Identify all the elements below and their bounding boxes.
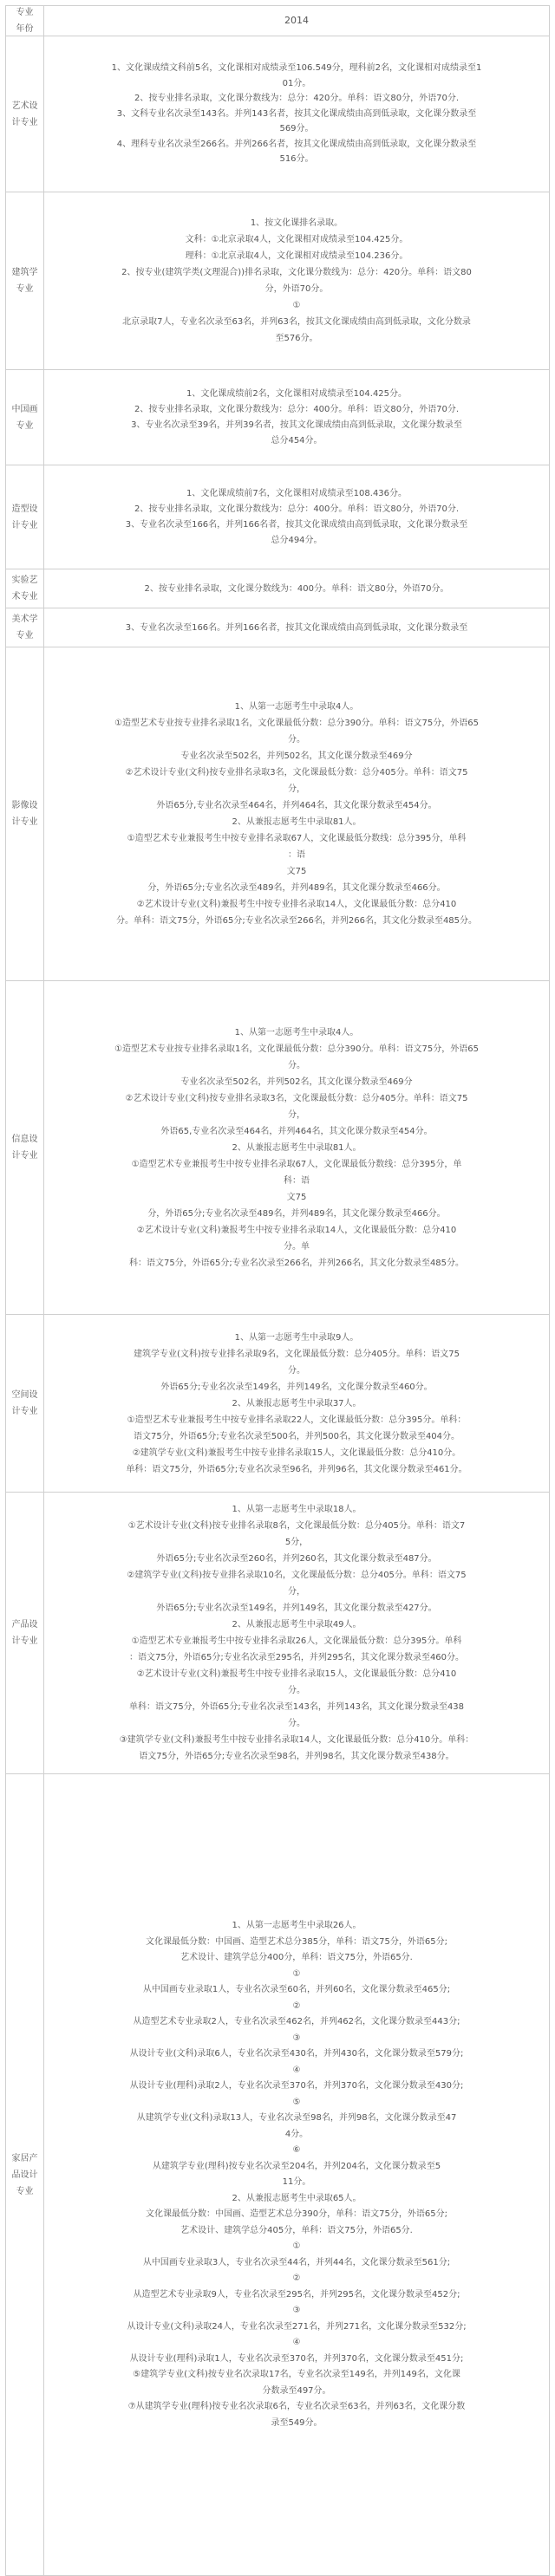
rule-line: ：语文75分，外语65分;专业名次录至295名，并列295名，其文化课分数录至460分。 (128, 1653, 465, 1662)
rule-line: 3、专业名次录至166名。并列166名者，按其文化课成绩由高到低录取，文化课分数录至 (125, 622, 468, 633)
rule-line: 从设计专业(理科)录取1人，专业名次录至370名，并列370名，文化课分数录至451分; (129, 2353, 464, 2364)
rule-line: 2、从兼报志愿考生中录取81人。 (232, 1142, 362, 1153)
admission-rules (44, 647, 549, 980)
rule-line: ① (292, 301, 301, 310)
rule-line: 1、从第一志愿考生中录取4人。 (234, 1027, 359, 1038)
major-name: 影像设计专业 (6, 647, 44, 980)
rule-line: 从中国画专业录取1人，专业名次录至60名，并列60名，文化课分数录至465分; (142, 1985, 451, 1994)
rule-line: 从造型艺术专业录取2人，专业名次录至462名，并列462名，文化课分数录至443分; (133, 2017, 460, 2026)
rule-line: 2、按专业排名录取，文化课分数线为：400分。单科：语文80分，外语70分。 (144, 583, 449, 594)
rule-line: ②艺术设计专业(文科)兼报考生中按专业排名录取15人，文化课最低分数：总分410 (136, 1669, 457, 1679)
rule-line: 科：语文75分，外语65分;专业名次录至266名，并列266名，其文化分数录至485分。 (128, 1258, 465, 1268)
rule-line: 分。 (288, 1365, 305, 1376)
rule-line: ①造型艺术专业按专业排名录取1名，文化课最低分数：总分390分。单科：语文75分，外语65 (114, 1044, 479, 1054)
admission-rules (44, 192, 549, 369)
rule-line: 1、从第一志愿考生中录取18人。 (232, 1505, 362, 1514)
rule-line: ①造型艺术专业兼报考生中按专业排名录取26人，文化课最低分数：总分395分。单科 (131, 1636, 462, 1646)
table-row (5, 569, 550, 608)
major-name: 美术学专业 (6, 608, 44, 647)
header-year: 2014 (284, 14, 309, 26)
rule-line: 3、文科专业名次录至143名。并列143名者，按其文化课成绩由高到低录取，文化课分数录至 (116, 108, 477, 119)
admission-rules (44, 1315, 549, 1492)
rule-line: 分，外语65分;专业名次录至489名，并列489名，其文化课分数录至466分。 (147, 883, 446, 893)
rule-line: ④ (292, 2065, 301, 2075)
rule-line: 2、按专业排名录取，文化课分数线为：总分：400分。单科：语文80分，外语70分. (134, 404, 460, 414)
admission-rules (44, 370, 549, 465)
rule-line: 从设计专业(文科)录取6人，专业名次录至430名，并列430名，文化课分数录至579分; (129, 2049, 464, 2059)
rule-line: 科：语 (284, 1175, 310, 1186)
rule-line: 569分。 (279, 124, 314, 134)
admission-rules (44, 981, 549, 1314)
rule-line: 艺术设计、建筑学总分405分，单科：语文75分，外语65分. (180, 2225, 413, 2235)
table-row (5, 1315, 550, 1493)
rule-line: ①造型艺术专业兼报考生中按专业排名录取67人，文化课最低分数线：总分395分，单 (131, 1159, 462, 1169)
rule-line: 外语65分;专业名次录至149名，并列149名，其文化课分数录至427分。 (156, 1603, 437, 1613)
rule-line: 2、从兼报志愿考生中录取49人。 (232, 1620, 362, 1630)
rule-line: 4、理科专业名次录至266名。并列266名者，按其文化课成绩由高到低录取，文化课分数录至 (116, 139, 477, 149)
rule-line: 语文75分，外语65分;专业名次录至98名，并列98名，其文化课分数录至438分。 (139, 1752, 454, 1761)
rule-line: 艺术设计、建筑学总分400分，单科：语文75分，外语65分. (180, 1953, 413, 1962)
rule-line: ③建筑学专业(文科)兼报考生中按专业排名录取14人，文化课最低分数：总分410分。单科： (119, 1735, 474, 1745)
major-name: 实验艺术专业 (6, 569, 44, 608)
rule-line: 1、按文化课排名录取。 (250, 218, 343, 228)
rule-line: ⑤建筑学专业(文科)按专业名次录取17名，专业名次录至149名，并列149名，文化课 (133, 2370, 460, 2379)
rule-line: 从设计专业(理科)录取2人，专业名次录至370名，并列370名，文化课分数录至430分; (129, 2081, 464, 2091)
rule-line: 分数录至497分。 (262, 2385, 331, 2396)
rule-line: ①造型艺术专业兼报考生中按专业排名录取67人，文化课最低分数线：总分395分，单科 (127, 834, 467, 843)
rule-line: ②艺术设计专业(文科)按专业排名录取3名，文化课最低分数：总分405分。单科：语文75 (125, 1093, 468, 1103)
rule-line: 516分。 (279, 154, 314, 165)
major-name: 信息设计专业 (6, 981, 44, 1314)
rule-line: 分，外语65分;专业名次录至489名，并列489名，其文化课分数录至466分。 (147, 1208, 446, 1219)
rule-line: 01分。 (282, 78, 311, 88)
major-name: 家居产品设计专业 (6, 1774, 44, 2575)
admission-rules (44, 608, 549, 647)
admission-rules (44, 465, 549, 569)
rule-line: 文75 (286, 1192, 307, 1202)
rule-line: 2、按专业排名录取，文化课分数线为：总分：420分。单科：语文80分，外语70分. (134, 94, 460, 104)
rule-line: 语文75分，外语65分;专业名次录至500名，并列500名，其文化课分数录至404分。 (133, 1431, 460, 1441)
rule-line: ① (292, 1968, 301, 1979)
table-row (5, 192, 550, 370)
rule-line: ①艺术设计专业(文科)按专业排名录取8名，文化课最低分数：总分405分。单科：语文7 (127, 1521, 466, 1531)
table-row (5, 1774, 550, 2576)
rule-line: 2、从兼报志愿考生中录取81人。 (232, 817, 362, 827)
major-name: 艺术设计专业 (6, 36, 44, 192)
rule-line: 单科：语文75分，外语65分;专业名次录至143名，并列143名，其文化课分数录至438 (128, 1702, 465, 1712)
major-name: 产品设计专业 (6, 1493, 44, 1773)
rule-line: 1、文化课成绩前2名，文化课相对成绩录至104.425分。 (186, 388, 408, 399)
rule-line: 文科：①北京录取4人，文化课相对成绩录至104.425分。 (185, 235, 408, 244)
rule-line: 单科：语文75分，外语65分;专业名次录至96名，并列96名，其文化课分数录至461分。 (126, 1464, 467, 1474)
rule-line: ②艺术设计专业(文科)兼报考生中按专业排名录取14人，文化课最低分数：总分410 (136, 1225, 457, 1235)
rule-line: 从建筑学专业(文科)录取13人，专业名次录至98名，并列98名，文化课分数录至47 (136, 2113, 457, 2123)
rule-line: 3、专业名次录至166名，并列166名者，按其文化课成绩由高到低录取，文化课分数录至 (125, 519, 468, 530)
rule-line: 总分494分。 (271, 535, 323, 545)
rule-line: 专业名次录至502名，并列502名，其文化课分数录至469分 (180, 1077, 413, 1087)
rule-line: ③ (292, 2306, 301, 2315)
rule-line: 4分。 (284, 2129, 309, 2139)
table-row (5, 36, 550, 192)
rule-line: ① (292, 2241, 301, 2251)
rule-line: 录至549分。 (271, 2417, 323, 2428)
rule-line: 5分， (284, 1538, 309, 1547)
rule-line: ①造型艺术专业按专业排名录取1名，文化课最低分数：总分390分。单科：语文75分，外语65 (114, 719, 479, 728)
rule-line: ⑦从建筑学专业(理科)按专业名次录取6名，专业名次录至63名，并列63名，文化课分数 (127, 2402, 466, 2411)
rule-line: 1、文化课成绩前7名，文化课相对成绩录至108.436分。 (186, 488, 408, 498)
rule-line: 至576分。 (275, 334, 318, 343)
table-body (5, 36, 550, 2576)
admission-rules (44, 1493, 549, 1773)
rule-line: 分。单科：语文75分，外语65分;专业名次录至266名，并列266名，其文化分数录至485分。 (115, 916, 478, 926)
rule-line: 分，外语70分。 (264, 284, 329, 294)
rule-line: 外语65,专业名次录至464名，并列464名，其文化课分数录至454分。 (160, 1126, 433, 1136)
rule-line: 分。 (288, 735, 305, 745)
table-row (5, 647, 550, 981)
rule-line: 11分。 (282, 2177, 311, 2187)
rule-line: ③ (292, 2033, 301, 2043)
rule-line: 分， (288, 1587, 305, 1597)
rule-line: ②建筑学专业(文科)兼报考生中按专业排名录取15人，文化课最低分数：总分410分。 (132, 1447, 461, 1458)
rule-line: 分。单 (284, 1241, 310, 1252)
rule-line: ②艺术设计专业(文科)按专业排名录取3名，文化课最低分数：总分405分。单科：语文75 (125, 768, 468, 777)
rule-line: 2、按专业(建筑学类(文理混合))排名录取，文化课分数线为：总分：420分。单科：语文80 (121, 268, 472, 277)
rule-line: 外语65分;专业名次录至149名，并列149名，文化课分数录至460分。 (160, 1382, 433, 1392)
rule-line: 外语65分;专业名次录至260名，并列260名，其文化课分数录至487分。 (156, 1554, 437, 1564)
table-row (5, 1493, 550, 1774)
table-header-row (5, 5, 550, 36)
table-row (5, 981, 550, 1315)
rule-line: ⑤ (292, 2097, 301, 2107)
major-name: 造型设计专业 (6, 465, 44, 569)
admission-rules (44, 569, 549, 608)
rule-line: ②艺术设计专业(文科)兼报考生中按专业排名录取14人，文化课最低分数：总分410 (136, 900, 457, 909)
rule-line: ② (292, 2274, 301, 2283)
rule-line: 1、文化课成绩文科前5名，文化课相对成绩录至106.549分，理科前2名，文化课相对成绩录至1 (111, 63, 482, 74)
rule-line: 从造型艺术专业录取9人，专业名次录至295名，并列295名，文化课分数录至452分; (133, 2289, 460, 2300)
rule-line: 2、从兼报志愿考生中录取65人。 (232, 2193, 362, 2203)
rule-line: 建筑学专业(文科)按专业排名录取9名，文化课最低分数：总分405分。单科：语文75 (134, 1349, 460, 1359)
rule-line: ⑥ (292, 2145, 301, 2155)
rule-line: 2、按专业排名录取，文化课分数线为：总分：400分。单科：语文80分，外语70分. (134, 504, 460, 514)
rule-line: 分， (288, 784, 305, 794)
rule-line: 分， (288, 1109, 305, 1120)
rule-line: ④ (292, 2338, 301, 2347)
rule-line: 专业名次录至502名，并列502名，其文化课分数录至469分 (180, 751, 413, 761)
rule-line: ② (292, 2000, 301, 2011)
major-name: 建筑学专业 (6, 192, 44, 369)
rule-line: 分。 (288, 1060, 305, 1070)
rule-line: 文化课最低分数：中国画、造型艺术总分385分，单科：语文75分，外语65分; (146, 1936, 447, 1947)
rule-line: 从设计专业(文科)录取24人，专业名次录至271名，并列271名，文化课分数录至532分; (127, 2321, 467, 2332)
rule-line: ：语 (288, 850, 305, 860)
rule-line: 2、从兼报志愿考生中录取37人。 (232, 1398, 362, 1408)
rule-line: 文化课最低分数：中国画、造型艺术总分390分，单科：语文75分，外语65分; (146, 2209, 447, 2219)
admission-rules (44, 36, 549, 192)
rule-line: 北京录取7人，专业名次录至63名，并列63名，按其文化课成绩由高到低录取，文化分数录 (122, 317, 471, 327)
table-row (5, 608, 550, 647)
rule-line: 分。 (288, 1686, 305, 1695)
rule-line: 总分454分。 (271, 435, 323, 446)
table-row (5, 465, 550, 569)
rule-line: 1、从第一志愿考生中录取26人。 (232, 1921, 362, 1930)
table-row (5, 370, 550, 465)
rule-line: 理科：①北京录取4人，文化课相对成绩录至104.236分。 (185, 251, 408, 261)
rule-line: 分。 (288, 1719, 305, 1728)
rule-line: 从建筑学专业(理科)按专业名次录至204名，并列204名，文化课分数录至5 (152, 2161, 441, 2171)
major-name: 空间设计专业 (6, 1315, 44, 1492)
admission-rules (44, 1774, 549, 2575)
rule-line: 外语65分,专业名次录至464名，并列464名，其文化课分数录至454分。 (156, 801, 437, 810)
major-name: 中国画专业 (6, 370, 44, 465)
rule-line: 1、从第一志愿考生中录取9人。 (234, 1332, 359, 1343)
header-label: 专业 年份 (6, 6, 44, 36)
rule-line: ②建筑学专业(文科)按专业排名录取10名，文化课最低分数：总分405分。单科：语文75 (127, 1571, 467, 1580)
rule-line: 1、从第一志愿考生中录取4人。 (234, 702, 359, 712)
rule-line: ①造型艺术专业兼报考生中按专业排名录取22人，文化课最低分数：总分395分。单科： (127, 1415, 467, 1425)
rule-line: 3、专业名次录至39名，并列39名者，按其文化课成绩由高到低录取，文化课分数录至 (131, 420, 462, 430)
rule-line: 文75 (286, 867, 307, 876)
rule-line: 从中国画专业录取3人，专业名次录至44名，并列44名，文化课分数录至561分; (142, 2257, 451, 2267)
